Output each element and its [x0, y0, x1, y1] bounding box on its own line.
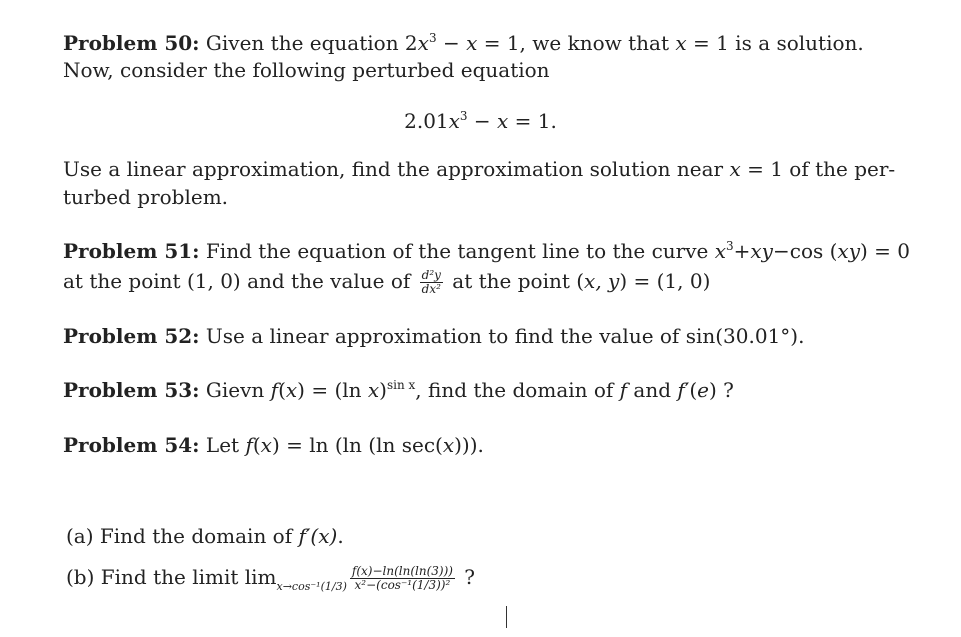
limit-numerator: f(x)−ln(ln(ln(3))) [351, 563, 453, 578]
text-cursor [506, 606, 507, 628]
problem-54 [63, 432, 484, 459]
p51-plus: + [733, 239, 751, 263]
limit-fraction [350, 565, 455, 592]
p54-mid: ) = ln (ln (ln sec( [271, 433, 443, 457]
frac-numerator: d²y [421, 267, 441, 282]
p53-x2: x [367, 378, 380, 402]
part-a-text: Find the domain of [93, 524, 299, 548]
eq-coef: 2.01 [404, 109, 449, 133]
p50-text-3: = 1 is a solution. [686, 31, 864, 55]
problem-50-line-4: turbed problem. [63, 185, 229, 209]
p50-line3-text: Use a linear approximation, find the approximation solution near [63, 157, 730, 181]
p54-x: x [260, 433, 272, 457]
perturbed-equation [0, 108, 961, 135]
limit-denominator: x²−(cos⁻¹(1/3))² [354, 578, 451, 592]
p53-f2: f [619, 378, 628, 402]
p53-paren: ( [278, 378, 286, 402]
p53-text-2: , find the domain of [415, 378, 620, 402]
eq-var-x2: x [497, 109, 509, 133]
p53-and: and [627, 378, 678, 402]
p53-exponent: sin x [386, 378, 416, 392]
part-a [66, 523, 344, 550]
problem-54-label: Problem 54: [63, 433, 200, 457]
problem-50-line-3 [63, 156, 895, 183]
p54-f: f [245, 433, 253, 457]
p53-text: Gievn [199, 378, 271, 402]
part-b [66, 564, 475, 595]
p50-var-x2: x [466, 31, 478, 55]
problem-51-line-2 [63, 268, 710, 296]
eq-var-x: x [448, 109, 460, 133]
part-a-math: f′(x) [298, 524, 338, 548]
p51-xy2: xy [837, 239, 860, 263]
problem-51-label: Problem 51: [63, 239, 200, 263]
eq-minus: − [467, 109, 498, 133]
p53-e: e [697, 378, 709, 402]
p50-line3-var: x [729, 157, 741, 181]
part-b-label: (b) [66, 565, 95, 589]
p53-f: f [270, 378, 279, 402]
p51-line2-text: at the point (1, 0) and the value of [63, 269, 417, 293]
p50-exp: 3 [428, 31, 437, 45]
p51-line2-end: ) = (1, 0) [619, 269, 711, 293]
p51-line2-mid: at the point ( [445, 269, 585, 293]
problem-50-label: Problem 50: [63, 31, 200, 55]
p51-end: ) = 0 [860, 239, 910, 263]
p54-end: ))). [454, 433, 484, 457]
p50-text: Given the equation 2 [199, 31, 418, 55]
p51-cos: −cos ( [772, 239, 838, 263]
p54-text: Let [199, 433, 246, 457]
part-b-end: ? [457, 565, 476, 589]
part-b-text: Find the limit lim [94, 565, 277, 589]
p51-xy: xy [750, 239, 773, 263]
problem-53 [63, 377, 734, 404]
p54-paren: ( [252, 433, 261, 457]
p50-text-2: = 1, we know that [477, 31, 676, 55]
part-a-end: . [337, 524, 344, 548]
p53-close: ) [379, 378, 387, 402]
eq-rhs: = 1. [508, 109, 557, 133]
p53-mid: ) = (ln [297, 378, 368, 402]
p53-end: ) ? [709, 378, 734, 402]
p51-text: Find the equation of the tangent line to the curve [199, 239, 715, 263]
p52-text: Use a linear approximation to find the value of sin(30.01°). [199, 324, 805, 348]
p50-var-x: x [417, 31, 429, 55]
problem-50-line-1 [63, 30, 864, 57]
p51-var-x: x [714, 239, 726, 263]
p53-f3: f [677, 378, 685, 402]
p50-minus: − [436, 31, 467, 55]
limit-subscript: x→cos⁻¹(1/3) [276, 580, 347, 593]
problem-53-label: Problem 53: [63, 378, 200, 402]
p54-x2: x [442, 433, 455, 457]
problem-52 [63, 323, 804, 350]
p53-prime: ′( [684, 378, 698, 402]
p50-line3-end: = 1 of the per- [740, 157, 896, 181]
part-a-label: (a) [66, 524, 94, 548]
p53-x: x [285, 378, 298, 402]
p51-exp: 3 [726, 239, 734, 253]
p50-var-x3: x [675, 31, 687, 55]
problem-52-label: Problem 52: [63, 324, 200, 348]
p51-point-vars: x, y [584, 269, 620, 293]
second-derivative-fraction [420, 269, 443, 296]
frac-denominator: dx² [421, 282, 441, 296]
problem-51-line-1 [63, 238, 910, 265]
eq-exp: 3 [459, 109, 468, 123]
problem-50-line-2: Now, consider the following perturbed equation [63, 58, 550, 82]
